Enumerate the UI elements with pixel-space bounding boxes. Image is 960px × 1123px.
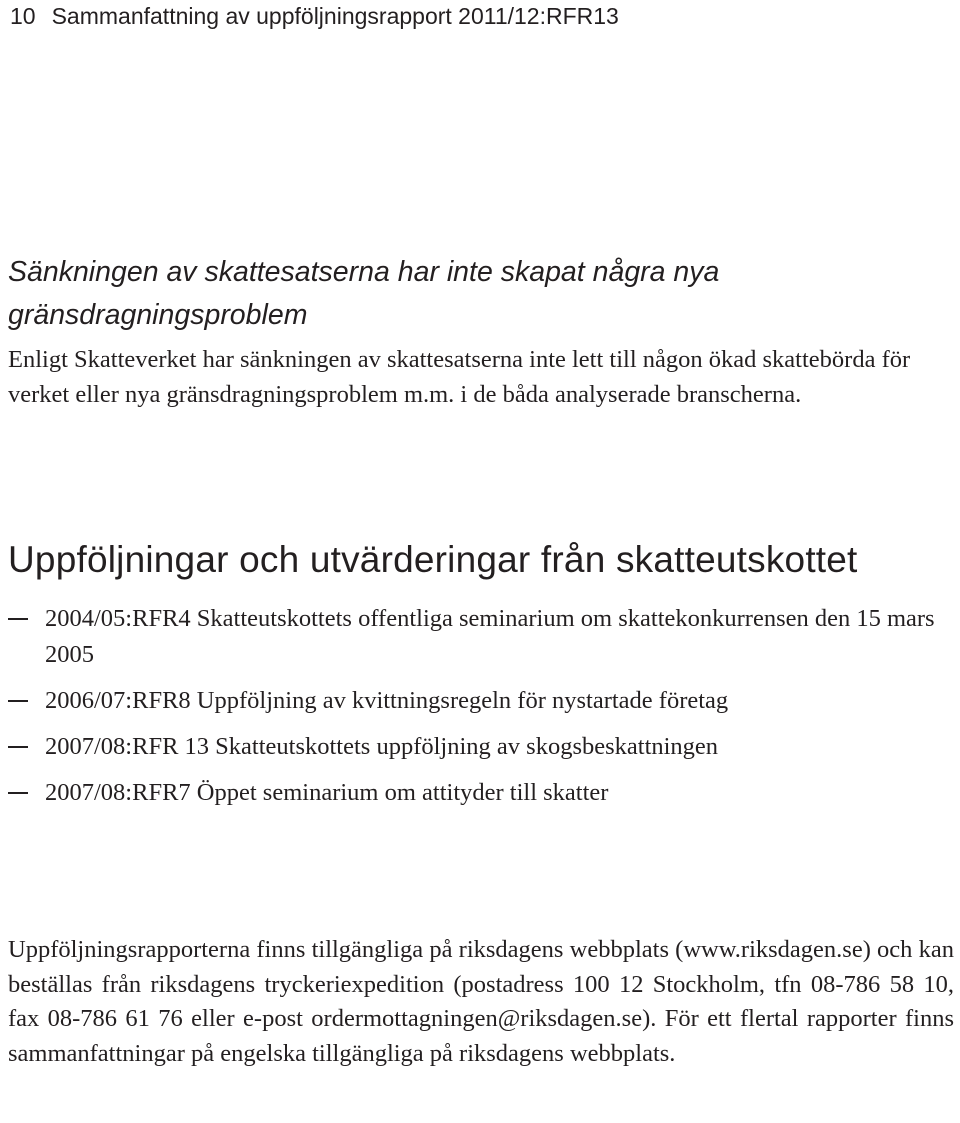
dash-bullet-icon: [8, 746, 28, 748]
list-item: [8, 729, 948, 765]
list-item-text: 2004/05:RFR4 Skatteutskottets offentliga seminarium om skattekonkurrensen den 15 mars 2005: [45, 605, 935, 668]
list-item-text: 2007/08:RFR 13 Skatteutskottets uppföljning av skogsbeskattningen: [45, 733, 719, 760]
subsection-heading: Sänkningen av skattesatserna har inte skapat några nya gränsdragningsproblem: [8, 256, 720, 331]
list-item: [8, 775, 948, 811]
dash-bullet-icon: [8, 700, 28, 702]
list-item: [8, 601, 948, 673]
list-item-text: 2006/07:RFR8 Uppföljning av kvittningsregeln för nystartade företag: [45, 687, 729, 714]
running-title: Sammanfattning av uppföljningsrapport 2011/12:RFR13: [51, 3, 619, 29]
list-item-text: 2007/08:RFR7 Öppet seminarium om attityder till skatter: [45, 779, 609, 806]
list-item: [8, 683, 948, 719]
subsection-body: Enligt Skatteverket har sänkningen av skattesatserna inte lett till någon ökad skattebörda för verket eller nya gränsdragningsproblem m.m. i de båda analyserade branscherna.: [8, 346, 911, 408]
availability-note: Uppföljningsrapporterna finns tillgängliga på riksdagens webbplats (www.riksdagen.se) och kan beställas från riksdagens tryckeriexpedition (postadress 100 12 Stockholm, tfn 08-786 58 10, fax 08-786 61 76 eller e-post ordermottagningen@riksdagen.se). För ett flertal rapporter finns sammanfattningar på engelska tillgängliga på riksdagens webbplats.: [8, 936, 954, 1067]
followups-list: [8, 601, 948, 821]
followups-heading: Uppföljningar och utvärderingar från skatteutskottet: [8, 539, 858, 580]
dash-bullet-icon: [8, 792, 28, 794]
page-number: 10: [10, 3, 36, 29]
dash-bullet-icon: [8, 618, 28, 620]
running-header: [10, 0, 619, 32]
